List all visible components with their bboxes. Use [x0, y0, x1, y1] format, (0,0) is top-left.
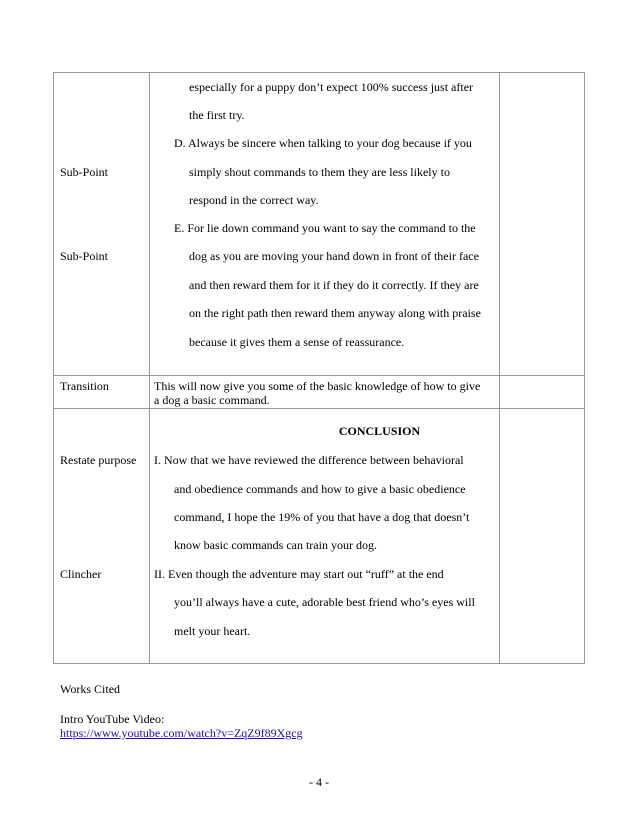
- outline-line: II. Even though the adventure may start out “ruff” at the end: [154, 567, 444, 581]
- outline-line: a dog a basic command.: [154, 393, 270, 407]
- row-label-transition: Transition: [60, 379, 109, 393]
- row-label-clincher: Clincher: [60, 567, 102, 581]
- row-divider-1: [54, 375, 584, 376]
- outline-line: dog as you are moving your hand down in front of their face: [189, 249, 479, 263]
- outline-line: This will now give you some of the basic knowledge of how to give: [154, 379, 481, 393]
- works-cited-video-link[interactable]: https://www.youtube.com/watch?v=ZqZ9f89Xgcg: [60, 726, 303, 740]
- outline-line: simply shout commands to them they are less likely to: [189, 165, 450, 179]
- page-number: - 4 -: [309, 775, 329, 789]
- row-label-sub-point-2: Sub-Point: [60, 249, 109, 263]
- outline-line: the first try.: [189, 108, 245, 122]
- speech-outline-table: [53, 72, 585, 664]
- outline-line: D. Always be sincere when talking to your dog because if you: [174, 136, 472, 150]
- row-divider-2: [54, 408, 584, 409]
- works-cited-title: Works Cited: [60, 682, 121, 696]
- outline-line: E. For lie down command you want to say the command to the: [174, 221, 476, 235]
- outline-line: and then reward them for it if they do it correctly. If they are: [189, 278, 479, 292]
- row-label-restate-purpose: Restate purpose: [60, 453, 137, 467]
- column-divider-2: [499, 73, 500, 663]
- outline-line: because it gives them a sense of reassurance.: [189, 335, 405, 349]
- outline-line: you’ll always have a cute, adorable best friend who’s eyes will: [174, 595, 475, 609]
- works-cited-entry-label: Intro YouTube Video:: [60, 712, 165, 726]
- outline-line: respond in the correct way.: [189, 193, 319, 207]
- outline-line: know basic commands can train your dog.: [174, 538, 377, 552]
- row-label-sub-point-1: Sub-Point: [60, 165, 109, 179]
- outline-line: on the right path then reward them anyway along with praise: [189, 306, 481, 320]
- outline-line: I. Now that we have reviewed the difference between behavioral: [154, 453, 464, 467]
- outline-line: melt your heart.: [174, 624, 251, 638]
- column-divider-1: [149, 73, 150, 663]
- outline-line: command, I hope the 19% of you that have a dog that doesn’t: [174, 510, 470, 524]
- outline-line: and obedience commands and how to give a basic obedience: [174, 482, 466, 496]
- outline-line: especially for a puppy don’t expect 100% success just after: [189, 80, 474, 94]
- conclusion-heading: CONCLUSION: [338, 424, 421, 438]
